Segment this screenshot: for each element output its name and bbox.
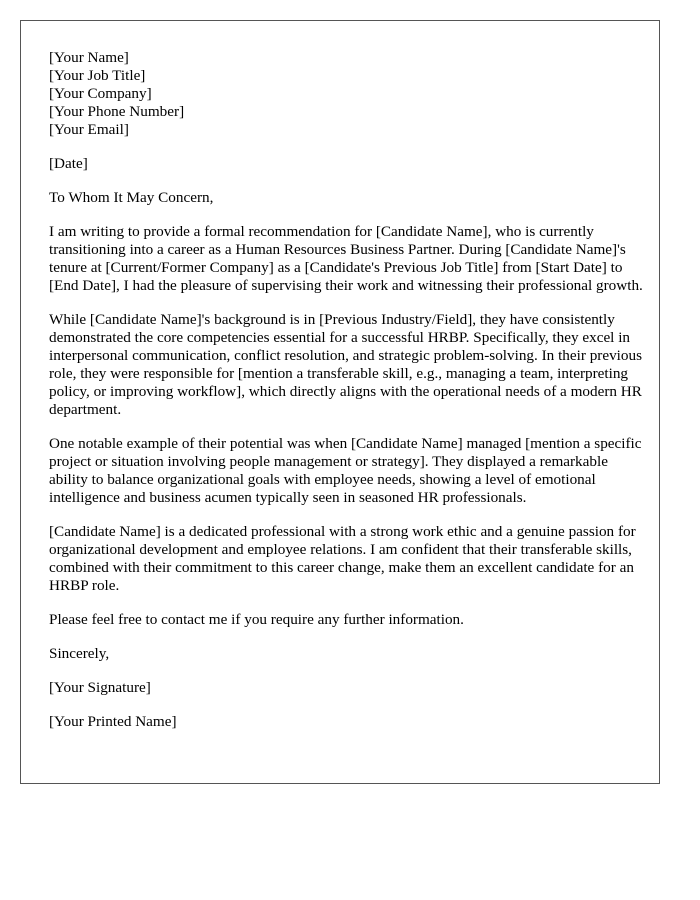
letter-content bbox=[49, 49, 644, 747]
sender-job-title: [Your Job Title] bbox=[49, 67, 146, 84]
signature: [Your Signature] bbox=[49, 679, 151, 696]
body-paragraph-1: I am writing to provide a formal recommendation for [Candidate Name], who is currently transitioning into a career as a Human Resources Business Partner. During [Candidate Name]'s tenure at [Current/Former Company] as a [Candidate's Previous Job Title] from [Start Date] to [End Date], I had the pleasure of supervising their work and witnessing their professional growth. bbox=[49, 223, 643, 294]
body-paragraph-4: [Candidate Name] is a dedicated professional with a strong work ethic and a genuine passion for organizational development and employee relations. I am confident that their transferable skills, combined with their commitment to this career change, make them an excellent candidate for an HRBP role. bbox=[49, 523, 636, 594]
sender-company: [Your Company] bbox=[49, 85, 152, 102]
body-paragraph-2: While [Candidate Name]'s background is in [Previous Industry/Field], they have consistently demonstrated the core competencies essential for a successful HRBP. Specifically, they excel in interpersonal communication, conflict resolution, and strategic problem-solving. In their previous role, they were responsible for [mention a transferable skill, e.g., managing a team, interpreting policy, or improving workflow], which directly aligns with the operational needs of a modern HR department. bbox=[49, 311, 643, 418]
body-paragraph-5: Please feel free to contact me if you require any further information. bbox=[49, 611, 464, 628]
sender-phone: [Your Phone Number] bbox=[49, 103, 185, 120]
closing: Sincerely, bbox=[49, 645, 110, 662]
body-paragraph-3: One notable example of their potential was when [Candidate Name] managed [mention a specific project or situation involving people management or strategy]. They displayed a remarkable ability to balance organizational goals with employee needs, showing a level of emotional intelligence and business acumen typically seen in seasoned HR professionals. bbox=[49, 435, 642, 506]
printed-name: [Your Printed Name] bbox=[49, 713, 177, 730]
sender-email: [Your Email] bbox=[49, 121, 129, 138]
sender-name: [Your Name] bbox=[49, 49, 129, 66]
letter-frame bbox=[20, 20, 660, 784]
salutation: To Whom It May Concern, bbox=[49, 189, 214, 206]
sender-block bbox=[49, 49, 644, 139]
letter-date: [Date] bbox=[49, 155, 88, 172]
